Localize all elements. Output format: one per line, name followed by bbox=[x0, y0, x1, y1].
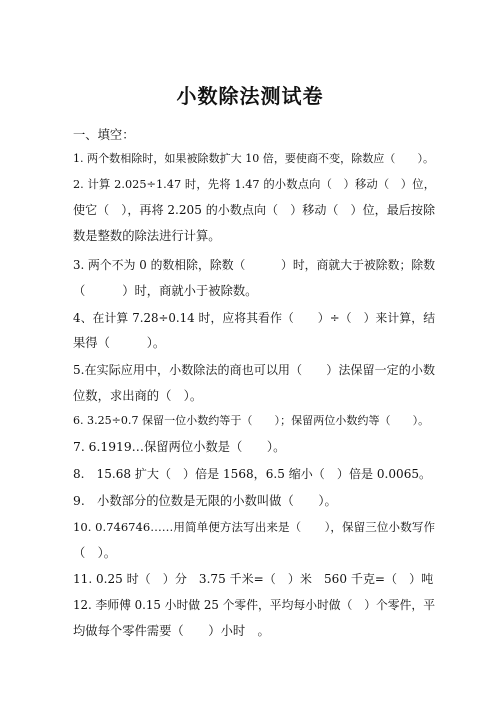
question-line: （ ）。 bbox=[73, 546, 117, 560]
question-line: 数是整数的除法进行计算。 bbox=[73, 229, 221, 243]
question-line: 使它（ ），再将 2.205 的小数点向（ ）移动（ ）位，最后按除 bbox=[73, 203, 435, 217]
question-line: 1. 两个数相除时，如果被除数扩大 10 倍，要使商不变，除数应（ ）。 bbox=[73, 152, 435, 165]
question-line: 8. 15.68 扩大（ ）倍是 1568，6.5 缩小（ ）倍是 0.0065。 bbox=[73, 467, 432, 481]
question-line: （ ）时，商就小于被除数。 bbox=[73, 284, 258, 298]
question-line: 4、在计算 7.28÷0.14 时，应将其看作（ ）÷（ ）来计算，结 bbox=[73, 311, 435, 325]
question-line: 9. 小数部分的位数是无限的小数叫做（ ）。 bbox=[73, 494, 337, 508]
question-line: 6. 3.25÷0.7 保留一位小数约等于（ ）；保留两位小数约等（ ）。 bbox=[73, 414, 430, 427]
question-line: 2. 计算 2.025÷1.47 时，先将 1.47 的小数点向（ ）移动（ ）位， bbox=[73, 178, 435, 191]
question-line: 11. 0.25 时（ ）分 3.75 千米=（ ）米 560 千克=（ ）吨 bbox=[73, 572, 434, 586]
page-title: 小数除法测试卷 bbox=[176, 84, 324, 108]
question-line: 10. 0.746746……用简单便方法写出来是（ ），保留三位小数写作 bbox=[73, 520, 435, 534]
question-line: 3. 两个不为 0 的数相除，除数（ ）时，商就大于被除数；除数 bbox=[73, 258, 435, 272]
question-line: 5.在实际应用中，小数除法的商也可以用（ ）法保留一定的小数 bbox=[73, 363, 435, 377]
section-heading: 一、填空： bbox=[73, 128, 135, 142]
question-line: 均做每个零件需要（ ）小时 。 bbox=[73, 624, 270, 638]
question-line: 位数，求出商的（ ）。 bbox=[73, 389, 203, 403]
question-line: 果得（ ）。 bbox=[73, 336, 166, 350]
question-line: 12. 李师傅 0.15 小时做 25 个零件，平均每小时做（ ）个零件，平 bbox=[73, 598, 435, 612]
question-line: 7. 6.1919…保留两位小数是（ ）。 bbox=[73, 440, 286, 454]
